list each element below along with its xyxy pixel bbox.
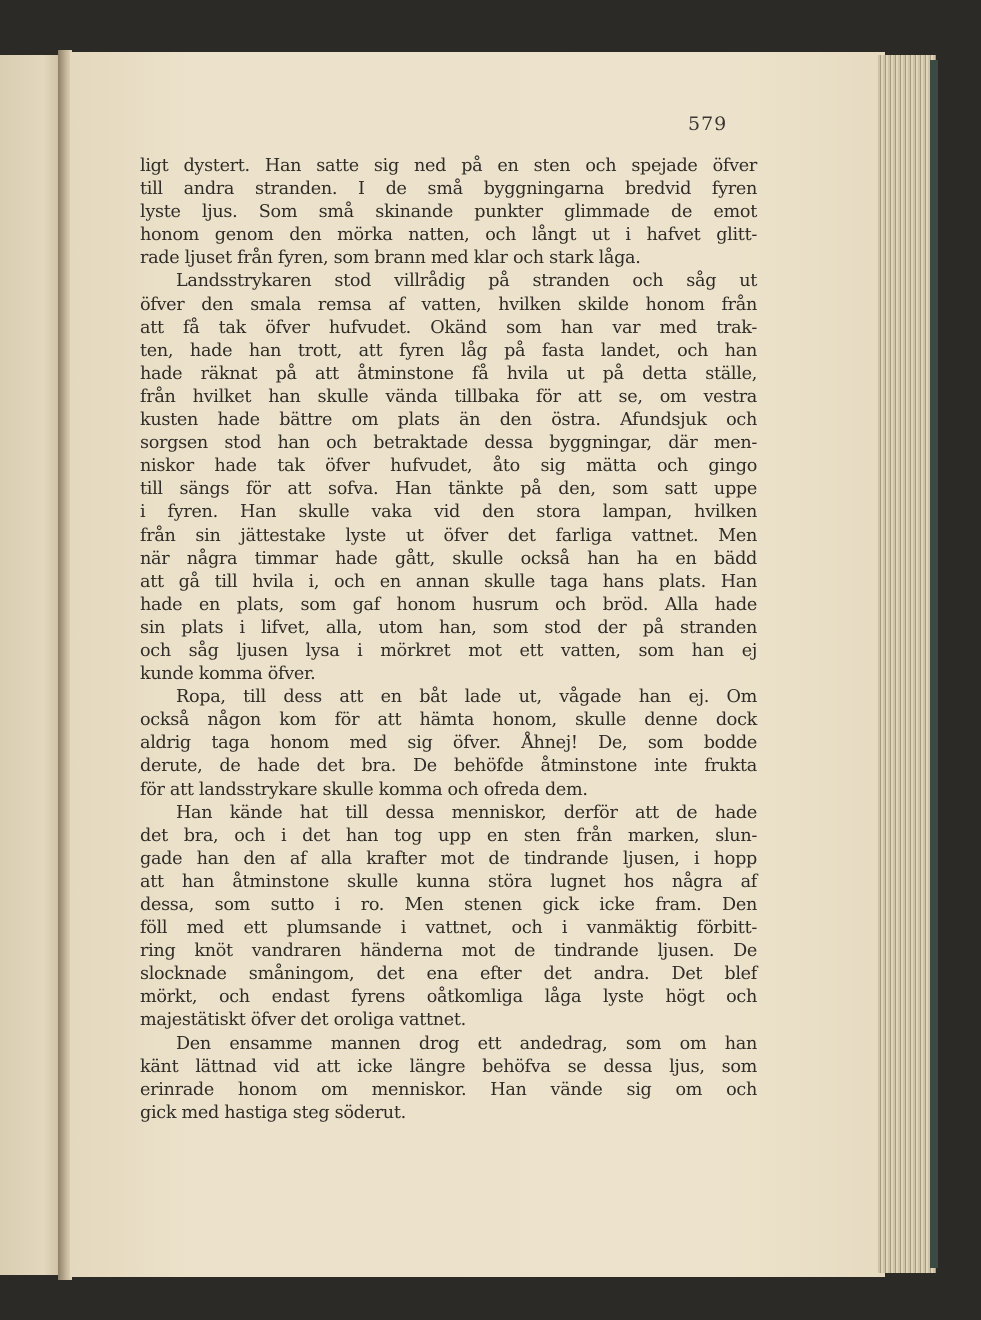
- text-line: niskor hade tak öfver hufvudet, åto sig mätta och gingo: [140, 456, 757, 477]
- text-line: aldrig taga honom med sig öfver. Åhnej! De, som bodde: [140, 733, 757, 754]
- paragraph: [140, 686, 757, 801]
- text-line: mörkt, och endast fyrens oåtkomliga låga lyste högt och: [140, 987, 757, 1008]
- paragraph: [140, 155, 757, 270]
- text-line: sorgsen stod han och betraktade dessa byggningar, där men-: [140, 433, 757, 454]
- text-line: att gå till hvila i, och en annan skulle taga hans plats. Han: [140, 571, 757, 592]
- page-edges: [878, 55, 936, 1273]
- text-line: Han kände hat till dessa menniskor, derför att de hade: [176, 802, 757, 823]
- text-line: från sin jättestake lyste ut öfver det farliga vattnet. Men: [140, 525, 757, 546]
- text-line: när några timmar hade gått, skulle också han ha en bädd: [140, 548, 757, 569]
- text-line: Ropa, till dess att en båt lade ut, vågade han ej. Om: [176, 687, 757, 708]
- text-line: derute, de hade det bra. De behöfde åtminstone inte frukta: [140, 756, 757, 777]
- text-line: till andra stranden. I de små byggningarna bredvid fyren: [140, 179, 757, 200]
- text-line: hade en plats, som gaf honom husrum och bröd. Alla hade: [140, 594, 757, 615]
- text-line: kusten hade bättre om plats än den östra. Afundsjuk och: [140, 410, 757, 431]
- paragraph: [140, 1033, 757, 1125]
- text-line: i fyren. Han skulle vaka vid den stora lampan, hvilken: [140, 502, 757, 523]
- text-line: öfver den smala remsa af vatten, hvilken skilde honom från: [140, 294, 757, 315]
- text-line: gick med hastiga steg söderut.: [140, 1102, 406, 1123]
- text-line: också någon kom för att hämta honom, skulle denne dock: [140, 710, 757, 731]
- left-page-edge: [0, 55, 62, 1275]
- text-line: lyste ljus. Som små skinande punkter glimmade de emot: [140, 202, 757, 223]
- paragraph: [140, 802, 757, 1033]
- text-line: Den ensamme mannen drog ett andedrag, som om han: [176, 1033, 757, 1054]
- text-line: ring knöt vandraren händerna mot de tindrande ljusen. De: [140, 941, 757, 962]
- text-line: det bra, och i det han tog upp en sten från marken, slun-: [140, 825, 757, 846]
- text-line: till sängs för att sofva. Han tänkte på den, som satt uppe: [140, 479, 757, 500]
- text-line: rade ljuset från fyren, som brann med klar och stark låga.: [140, 248, 641, 269]
- text-line: dessa, som sutto i ro. Men stenen gick icke fram. Den: [140, 895, 757, 915]
- book-cover-edge: [930, 60, 938, 1268]
- page-number: 579: [688, 113, 728, 135]
- text-line: majestätiskt öfver det oroliga vattnet.: [140, 1010, 466, 1031]
- body-text: [140, 155, 757, 1125]
- text-line: honom genom den mörka natten, och långt ut i hafvet glitt-: [140, 225, 757, 246]
- text-line: slocknade småningom, det ena efter det andra. Det blef: [140, 964, 757, 985]
- text-line: föll med ett plumsande i vattnet, och i vanmäktig förbitt-: [140, 918, 757, 939]
- text-line: att han åtminstone skulle kunna störa lugnet hos några af: [140, 871, 757, 892]
- paragraph: [140, 270, 757, 686]
- text-line: hade räknat på att åtminstone få hvila ut på detta ställe,: [140, 363, 757, 384]
- text-line: ligt dystert. Han satte sig ned på en sten och spejade öfver: [140, 156, 757, 176]
- text-line: erinrade honom om menniskor. Han vände sig om och: [140, 1079, 757, 1100]
- text-line: känt lättnad vid att icke längre behöfva se dessa ljus, som: [140, 1056, 757, 1077]
- text-line: och såg ljusen lysa i mörkret mot ett vatten, som han ej: [140, 640, 757, 661]
- text-line: från hvilket han skulle vända tillbaka för att se, om vestra: [140, 386, 757, 407]
- text-line: kunde komma öfver.: [140, 664, 316, 685]
- text-line: Landsstrykaren stod villrådig på stranden och såg ut: [176, 271, 757, 292]
- text-line: sin plats i lifvet, alla, utom han, som stod der på stranden: [140, 617, 757, 638]
- text-line: gade han den af alla krafter mot de tindrande ljusen, i hopp: [140, 848, 757, 869]
- text-line: ten, hade han trott, att fyren låg på fasta landet, och han: [140, 340, 757, 361]
- text-line: för att landsstrykare skulle komma och ofreda dem.: [140, 779, 588, 800]
- text-line: att få tak öfver hufvudet. Okänd som han var med trak-: [140, 317, 757, 338]
